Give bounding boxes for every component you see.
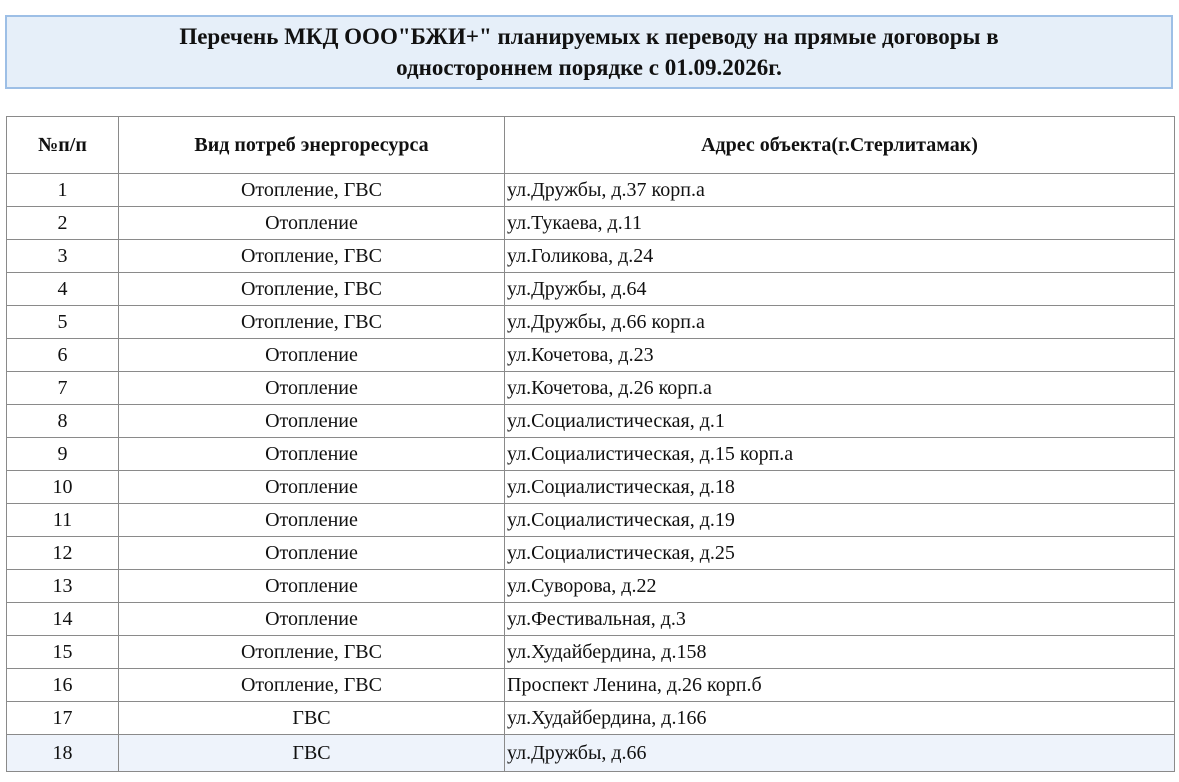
row-address: ул.Голикова, д.24	[505, 240, 1175, 273]
table-row	[7, 702, 1175, 735]
row-num: 8	[7, 405, 119, 438]
row-type: Отопление	[119, 570, 505, 603]
table-row	[7, 207, 1175, 240]
row-address: ул.Дружбы, д.64	[505, 273, 1175, 306]
row-address: ул.Худайбердина, д.166	[505, 702, 1175, 735]
document-title-box	[5, 15, 1173, 89]
row-num: 14	[7, 603, 119, 636]
row-type: Отопление, ГВС	[119, 306, 505, 339]
table-row	[7, 603, 1175, 636]
row-type: Отопление	[119, 603, 505, 636]
row-type: Отопление	[119, 339, 505, 372]
row-type: Отопление	[119, 471, 505, 504]
header-address: Адрес объекта(г.Стерлитамак)	[505, 117, 1175, 174]
table-row	[7, 537, 1175, 570]
row-address: ул.Дружбы, д.37 корп.а	[505, 174, 1175, 207]
row-address: ул.Социалистическая, д.25	[505, 537, 1175, 570]
row-address: ул.Социалистическая, д.19	[505, 504, 1175, 537]
table-row	[7, 174, 1175, 207]
table-row	[7, 735, 1175, 772]
row-address: ул.Суворова, д.22	[505, 570, 1175, 603]
row-address: ул.Социалистическая, д.18	[505, 471, 1175, 504]
row-address: ул.Дружбы, д.66 корп.а	[505, 306, 1175, 339]
header-num: №п/п	[7, 117, 119, 174]
row-num: 1	[7, 174, 119, 207]
row-num: 15	[7, 636, 119, 669]
row-address: ул.Фестивальная, д.3	[505, 603, 1175, 636]
row-address: ул.Социалистическая, д.1	[505, 405, 1175, 438]
row-num: 9	[7, 438, 119, 471]
table-row	[7, 438, 1175, 471]
table-row	[7, 669, 1175, 702]
document-title: Перечень МКД ООО"БЖИ+" планируемых к переводу на прямые договоры в одностороннем порядке с 01.09.2026г.	[179, 24, 999, 80]
row-num: 16	[7, 669, 119, 702]
row-type: Отопление	[119, 405, 505, 438]
table-header-row	[7, 117, 1175, 174]
table-row	[7, 471, 1175, 504]
row-num: 4	[7, 273, 119, 306]
row-type: Отопление, ГВС	[119, 240, 505, 273]
row-type: Отопление	[119, 372, 505, 405]
row-num: 5	[7, 306, 119, 339]
row-num: 17	[7, 702, 119, 735]
row-num: 6	[7, 339, 119, 372]
row-address: ул.Кочетова, д.23	[505, 339, 1175, 372]
row-num: 2	[7, 207, 119, 240]
row-type: ГВС	[119, 735, 505, 772]
row-type: Отопление, ГВС	[119, 174, 505, 207]
row-type: ГВС	[119, 702, 505, 735]
row-type: Отопление	[119, 438, 505, 471]
row-address: ул.Кочетова, д.26 корп.а	[505, 372, 1175, 405]
row-type: Отопление, ГВС	[119, 669, 505, 702]
row-address: ул.Дружбы, д.66	[505, 735, 1175, 772]
row-num: 10	[7, 471, 119, 504]
table-row	[7, 240, 1175, 273]
table-row	[7, 636, 1175, 669]
row-type: Отопление, ГВС	[119, 273, 505, 306]
row-num: 13	[7, 570, 119, 603]
row-type: Отопление	[119, 504, 505, 537]
row-num: 7	[7, 372, 119, 405]
row-address: ул.Худайбердина, д.158	[505, 636, 1175, 669]
table-row	[7, 405, 1175, 438]
row-num: 12	[7, 537, 119, 570]
buildings-table	[6, 116, 1175, 772]
row-address: ул.Тукаева, д.11	[505, 207, 1175, 240]
header-type: Вид потреб энергоресурса	[119, 117, 505, 174]
row-num: 11	[7, 504, 119, 537]
table-row	[7, 306, 1175, 339]
row-type: Отопление, ГВС	[119, 636, 505, 669]
row-address: ул.Социалистическая, д.15 корп.а	[505, 438, 1175, 471]
table-row	[7, 570, 1175, 603]
table-row	[7, 273, 1175, 306]
row-address: Проспект Ленина, д.26 корп.б	[505, 669, 1175, 702]
row-type: Отопление	[119, 537, 505, 570]
row-num: 18	[7, 735, 119, 772]
table-row	[7, 372, 1175, 405]
row-num: 3	[7, 240, 119, 273]
table-row	[7, 504, 1175, 537]
table-row	[7, 339, 1175, 372]
row-type: Отопление	[119, 207, 505, 240]
